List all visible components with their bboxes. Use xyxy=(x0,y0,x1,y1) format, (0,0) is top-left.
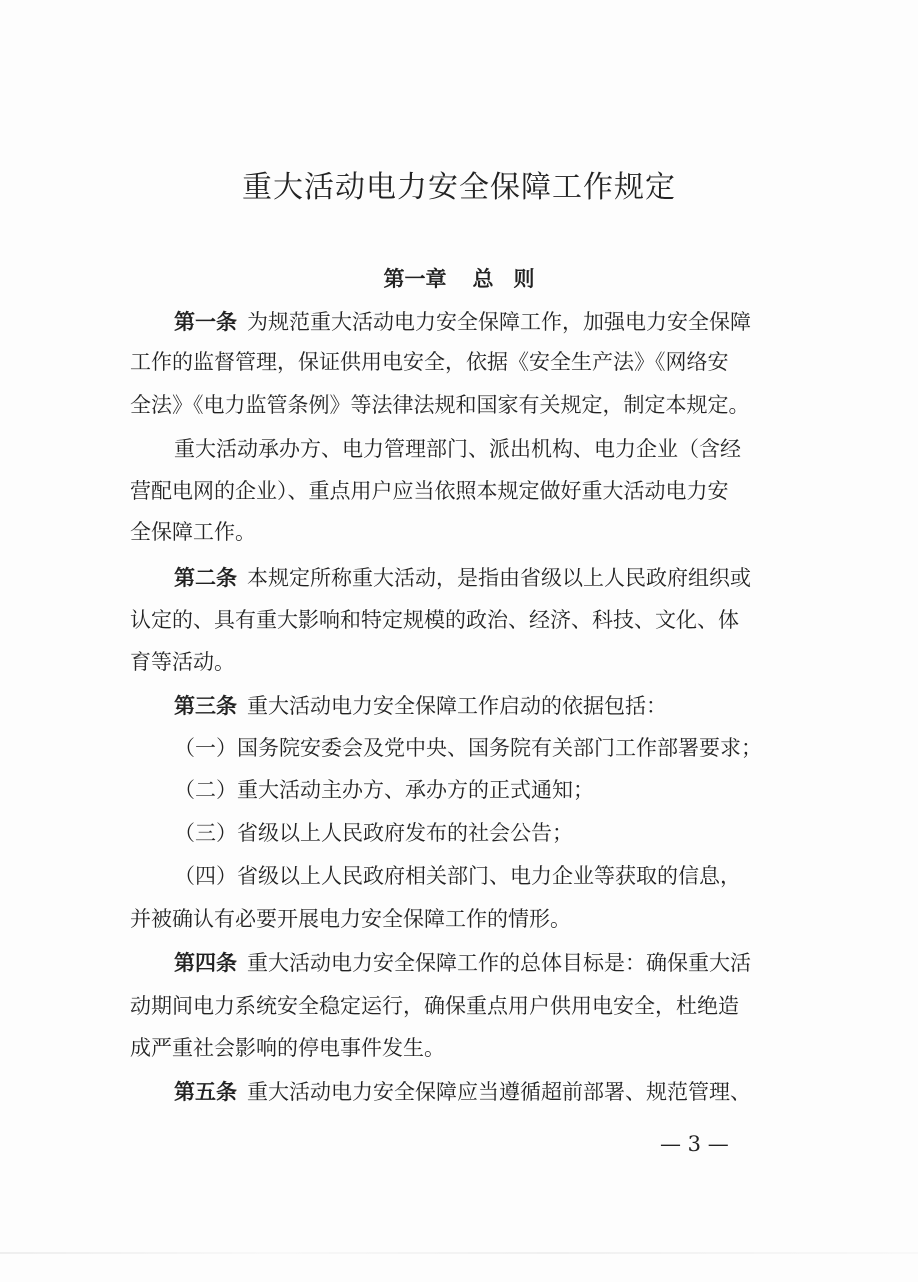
article-label: 第二条 xyxy=(174,566,237,590)
document-title: 重大活动电力安全保障工作规定 xyxy=(242,170,676,205)
paragraph-line xyxy=(174,1077,800,1107)
line-text: 重大活动承办方、电力管理部门、派出机构、电力企业（含经 xyxy=(174,437,741,461)
paragraph-line xyxy=(130,991,800,1021)
paragraph-line xyxy=(174,775,800,805)
line-text: 并被确认有必要开展电力安全保障工作的情形。 xyxy=(130,907,571,931)
paragraph-line xyxy=(130,347,800,377)
article-label: 第五条 xyxy=(174,1080,237,1104)
line-text: 全法》《电力监管条例》等法律法规和国家有关规定，制定本规定。 xyxy=(130,393,750,417)
article-label: 第四条 xyxy=(174,951,237,975)
paragraph-line xyxy=(174,691,800,721)
line-text: （四）省级以上人民政府相关部门、电力企业等获取的信息， xyxy=(174,864,741,888)
chapter-heading xyxy=(0,263,918,293)
paragraph-line xyxy=(174,307,800,337)
paragraph-line xyxy=(130,605,800,635)
paragraph-line xyxy=(174,948,800,978)
scan-artifact-line xyxy=(0,1252,918,1254)
paragraph-line xyxy=(130,1033,800,1063)
line-text: 动期间电力系统安全稳定运行，确保重点用户供用电安全，杜绝造 xyxy=(130,994,739,1018)
line-text: 育等活动。 xyxy=(130,650,235,674)
line-text: 为规范重大活动电力安全保障工作，加强电力安全保障 xyxy=(247,310,751,334)
line-text: 全保障工作。 xyxy=(130,520,256,544)
paragraph-line xyxy=(130,476,800,506)
paragraph-line xyxy=(130,390,800,420)
paragraph-line xyxy=(130,904,800,934)
line-text: 成严重社会影响的停电事件发生。 xyxy=(130,1036,445,1060)
paragraph-line xyxy=(174,733,800,763)
paragraph-line xyxy=(130,647,800,677)
line-text: （一）国务院安委会及党中央、国务院有关部门工作部署要求； xyxy=(174,736,762,760)
chapter-title-char-1: 总 xyxy=(472,267,494,291)
line-text: 重大活动电力安全保障应当遵循超前部署、规范管理、 xyxy=(247,1080,751,1104)
paragraph-line xyxy=(174,434,800,464)
article-label: 第一条 xyxy=(174,310,237,334)
line-text: 本规定所称重大活动，是指由省级以上人民政府组织或 xyxy=(247,566,751,590)
line-text: 重大活动电力安全保障工作的总体目标是：确保重大活 xyxy=(247,951,751,975)
paragraph-line xyxy=(130,517,800,547)
line-text: （二）重大活动主办方、承办方的正式通知； xyxy=(174,778,594,802)
paragraph-line xyxy=(174,861,800,891)
article-label: 第三条 xyxy=(174,694,237,718)
line-text: 重大活动电力安全保障工作启动的依据包括： xyxy=(247,694,667,718)
line-text: 营配电网的企业）、重点用户应当依照本规定做好重大活动电力安 xyxy=(130,479,729,503)
line-text: 工作的监督管理，保证供用电安全，依据《安全生产法》《网络安 xyxy=(130,350,729,374)
line-text: 认定的、具有重大影响和特定规模的政治、经济、科技、文化、体 xyxy=(130,608,739,632)
chapter-number: 第一章 xyxy=(383,267,447,291)
paragraph-line xyxy=(174,563,800,593)
paragraph-line xyxy=(174,818,800,848)
line-text: （三）省级以上人民政府发布的社会公告； xyxy=(174,821,573,845)
page-number: — 3 — xyxy=(660,1132,729,1156)
chapter-title-char-2: 则 xyxy=(513,267,535,291)
